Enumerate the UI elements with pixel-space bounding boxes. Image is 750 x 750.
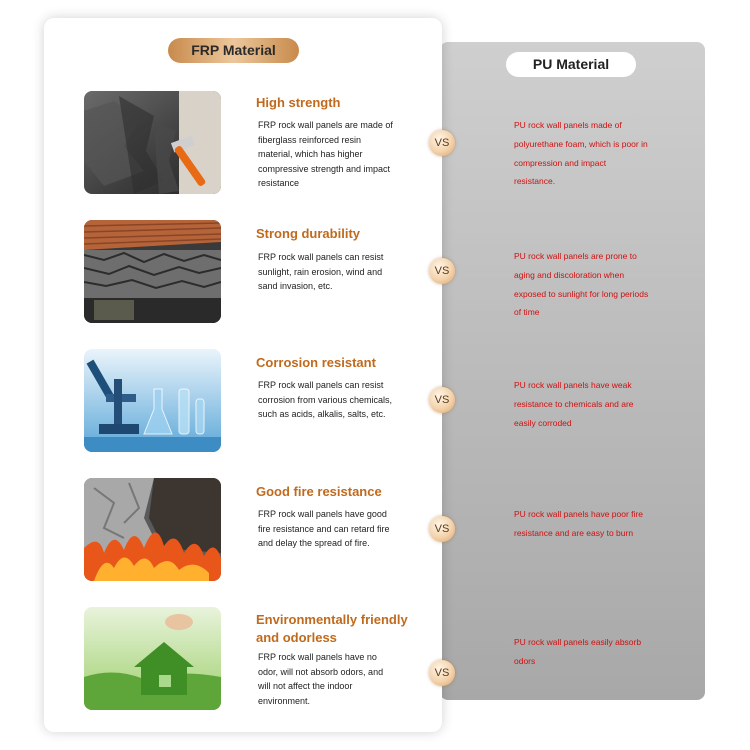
pu-comparison-text: PU rock wall panels have weak resistance to chemicals and are easily corroded (514, 380, 634, 428)
vs-badge: VS (429, 516, 455, 542)
pu-comparison-text: PU rock wall panels made of polyurethane foam, which is poor in compression and impact resistance. (514, 120, 648, 187)
rock-wall-hammer-image (84, 91, 221, 194)
feature-title: Corrosion resistant (256, 355, 376, 370)
vs-badge: VS (429, 387, 455, 413)
feature-title: High strength (256, 95, 341, 110)
pu-comparison-text: PU rock wall panels easily absorb odors (514, 637, 642, 666)
feature-title: Strong durability (256, 226, 360, 241)
feature-description: FRP rock wall panels have good fire resistance and can retard fire and delay the spread of fire. (258, 509, 390, 548)
rock-wall-building-image (84, 220, 221, 323)
feature-description: FRP rock wall panels can resist sunlight, rain erosion, wind and sand invasion, etc. (258, 252, 384, 291)
feature-description: FRP rock wall panels have no odor, will not absorb odors, and will not affect the indoor environment. (258, 652, 384, 706)
vs-badge: VS (429, 660, 455, 686)
green-house-grass-image (84, 607, 221, 710)
pu-comparison-text: PU rock wall panels have poor fire resistance and are easy to burn (514, 509, 643, 538)
frp-header: FRP Material (168, 38, 299, 63)
feature-description: FRP rock wall panels can resist corrosion from various chemicals, such as acids, alkalis, salts, etc. (258, 380, 393, 419)
rock-fire-image (84, 478, 221, 581)
vs-badge: VS (429, 258, 455, 284)
lab-microscope-image (84, 349, 221, 452)
vs-badge: VS (429, 130, 455, 156)
feature-title: Environmentally friendly and odorless (256, 612, 408, 645)
feature-description: FRP rock wall panels are made of fiberglass reinforced resin material, which has higher compressive strength and impact resistance (258, 120, 393, 188)
feature-title: Good fire resistance (256, 484, 382, 499)
pu-header: PU Material (506, 52, 636, 77)
pu-comparison-text: PU rock wall panels are prone to aging and discoloration when exposed to sunlight for long periods of time (514, 251, 649, 318)
